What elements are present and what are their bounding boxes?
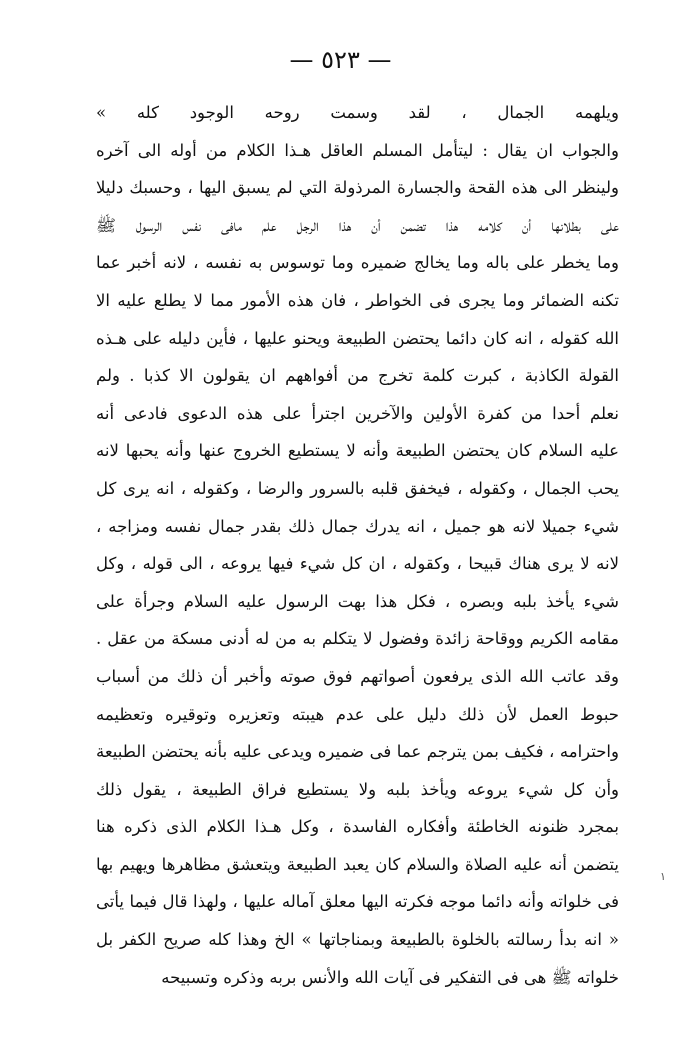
text-line: وما يخطر على باله وما يخالج ضميره وما توسوس به نفسه ، لانه أخبر عما	[96, 253, 619, 273]
text-line: خلواته ﷺ هى فى التفكير فى آيات الله والأنس بربه وذكره وتسبيحه	[161, 967, 619, 987]
text-line: القولة الكاذبة ، كبرت كلمة تخرج من أفواههم ان يقولون الا كذبا . ولم	[96, 366, 619, 386]
text-line: وقد عاتب الله الذى يرفعون أصواتهم فوق صوته وأخبر أن ذلك من أسباب	[96, 666, 619, 686]
text-line: ولينظر الى هذه القحة والجسارة المرذولة التي لم يسبق اليها ، وحسبك دليلا	[96, 178, 619, 198]
text-line: على بطلانها أن كلامه هذا تضمن أن هذا الرجل علم مافى نفس الرسول ﷺ	[96, 215, 619, 235]
page-number: — ٥٢٣ —	[289, 46, 392, 74]
text-line: واحترامه ، فكيف بمن يترجم عما فى ضميره ويدعى عليه بأنه يحتضن الطبيعة	[96, 742, 619, 762]
text-line: وأن كل شيء يروعه ويأخذ بلبه ولا يستطيع فراق الطبيعة ، يقول ذلك	[96, 779, 619, 799]
text-line: « انه بدأ رسالته بالخلوة بالطبيعة وبمناجاتها » الخ وهذا كله صريح الكفر بل	[96, 930, 619, 950]
text-line: بمجرد ظنونه الخاطئة وأفكاره الفاسدة ، وكل هـذا الكلام الذى ذكره هنا	[96, 817, 619, 837]
text-line: فى خلواته وأنه دائما موجه فكرته اليها معلق آماله عليها ، ولهذا قال فيما يأتى	[96, 892, 619, 912]
text-line: تكنه الضمائر وما يجرى فى الخواطر ، فان هذه الأمور مما لا يطلع عليه الا	[96, 290, 619, 310]
body-text	[96, 94, 619, 996]
text-line: لانه لا يرى هناك قبيحا ، وكقوله ، ان كل شيء فيها يروعه ، الى قوله ، وكل	[96, 554, 619, 574]
text-line: عليه السلام كان يحتضن الطبيعة وأنه لا يستطيع الخروج عنها وأنه يحبها لانه	[96, 441, 619, 461]
text-line: يحب الجمال ، وكقوله ، فيخفق قلبه بالسرور والرضا ، وكقوله ، انه يرى كل	[96, 478, 619, 498]
text-line: شيء يأخذ بلبه وبصره ، فكل هذا بهت الرسول عليه السلام وجرأة على	[96, 591, 619, 611]
text-line: مقامه الكريم ووقاحة زائدة وفضول لا يتكلم به من له أدنى مسكة من عقل .	[96, 629, 619, 649]
text-line: الله كقوله ، انه كان دائما يحتضن الطبيعة ويحنو عليها ، فأين دليله على هـذه	[96, 328, 619, 348]
text-line: نعلم أحدا من كفرة الأولين والآخرين اجترأ على هذه الدعوى فادعى أنه	[96, 403, 619, 423]
text-line: يتضمن أنه عليه الصلاة والسلام كان يعبد الطبيعة ويتعشق مظاهرها ويهيم بها	[96, 854, 619, 874]
text-line: ويلهمه الجمال ، لقد وسمت روحه الوجود كله »	[96, 103, 619, 122]
text-line: شيء جميلا لانه هو جميل ، انه يدرك جمال ذلك بقدر جمال نفسه ومزاجه ،	[96, 516, 619, 536]
margin-mark: ١	[660, 870, 666, 883]
text-line: حبوط العمل لأن ذلك دليل على عدم هيبته وتعزيره وتوقيره وتعظيمه	[96, 704, 619, 724]
text-line: والجواب ان يقال : ليتأمل المسلم العاقل هـذا الكلام من أوله الى آخره	[96, 140, 619, 160]
